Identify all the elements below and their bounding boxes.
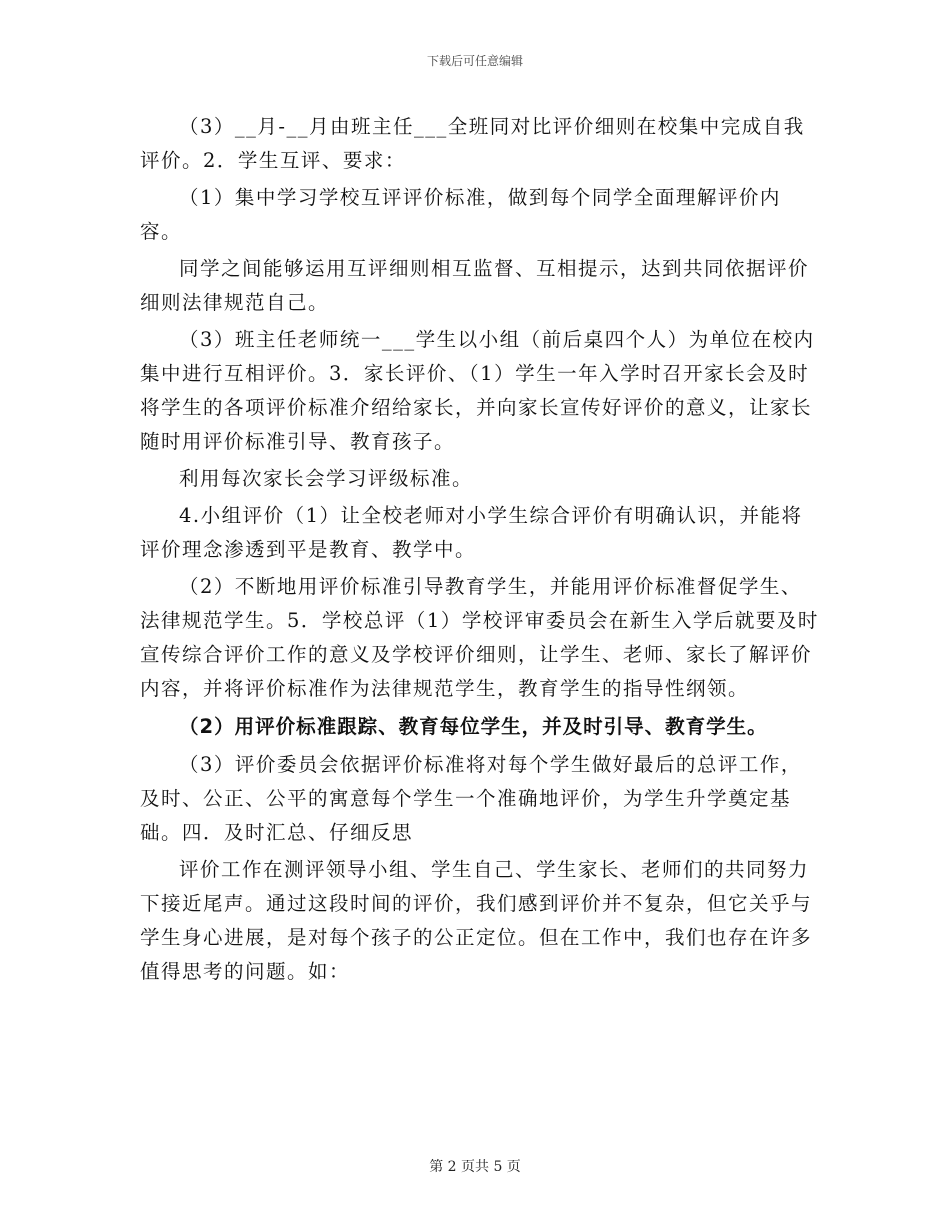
paragraph-9: （3）评价委员会依据评价标准将对每个学生做好最后的总评工作，及时、公正、公平的寓意每个学生一个准确地评价，为学生升学奠定基础。四．及时汇总、仔细反思 [140,753,802,844]
paragraph-5: 利用每次家长会学习评级标准。 [179,467,474,490]
paragraph-4: （3）班主任老师统一___学生以小组（前后桌四个人）为单位在校内集中进行互相评价。3．家长评价、（1）学生一年入学时召开家长会及时将学生的各项评价标准介绍给家长，并向家长宣传好评价的意义，让家长随时用评价标准引导、教育孩子。 [140,328,815,453]
document-body [140,110,820,992]
paragraph-1: （3）__月-__月由班主任___全班同对比评价细则在校集中完成自我评价。2．学生互评、要求： [140,115,805,172]
paragraph-3: 同学之间能够运用互评细则相互监督、互相提示，达到共同依据评价细则法律规范自己。 [140,257,810,314]
page-header: 下载后可任意编辑 [426,54,523,68]
paragraph-10: 评价工作在测评领导小组、学生自己、学生家长、老师们的共同努力下接近尾声。通过这段时间的评价，我们感到评价并不复杂，但它关乎与学生身心进展，是对每个孩子的公正定位。但在工作中，我们也存在许多值得思考的问题。如： [140,858,813,983]
paragraph-6: 4.小组评价（1）让全校老师对小学生综合评价有明确认识，并能将评价理念渗透到平是教育、教学中。 [140,504,803,561]
paragraph-7: （2）不断地用评价标准引导教育学生，并能用评价标准督促学生、法律规范学生。5．学校总评（1）学校评审委员会在新生入学后就要及时宣传综合评价工作的意义及学校评价细则，让学生、老师、家长了解评价内容，并将评价标准作为法律规范学生，教育学生的指导性纲领。 [140,575,819,700]
paragraph-8-bold: （2）用评价标准跟踪、教育每位学生，并及时引导、教育学生。 [179,715,768,738]
paragraph-2: （1）集中学习学校互评评价标准，做到每个同学全面理解评价内容。 [140,186,781,243]
page-footer: 第 2 页共 5 页 [429,1159,521,1175]
